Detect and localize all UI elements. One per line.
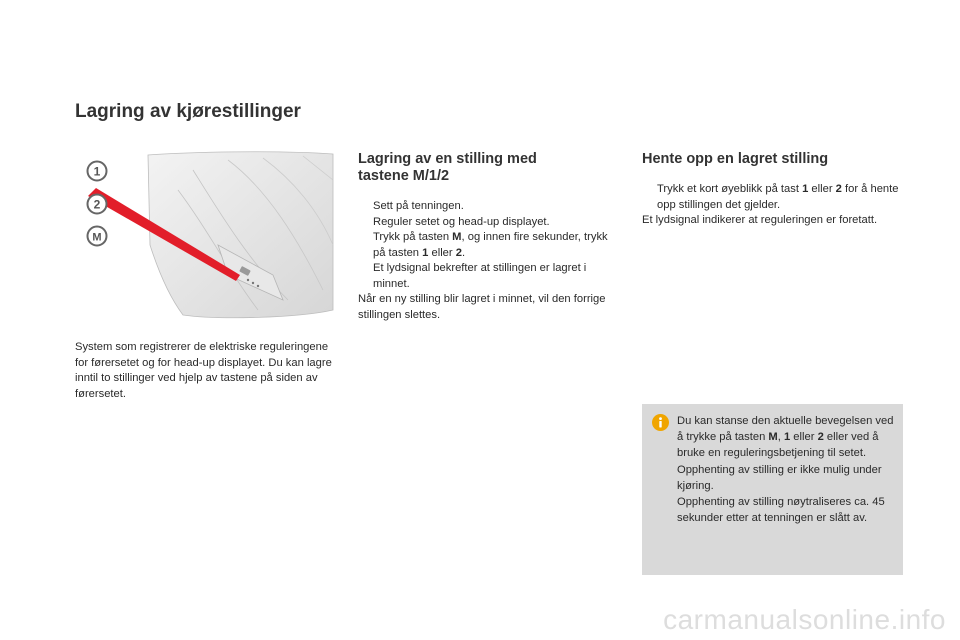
svg-text:M: M [92,231,102,244]
info-icon [652,414,669,431]
note-line-2: Opphenting av stilling er ikke mulig under kjøring. [677,463,882,492]
intro-text: System som registrerer de elektriske reguleringene for førersetet og for head-up displayet. Du kan lagre inntil to stillinger ved hjelp av tastene på siden av førersetet. [75,341,332,400]
section-store-position [358,151,620,323]
section-store-heading-line1: Lagring av en stilling med [358,151,537,167]
memory-button-1 [88,162,107,181]
store-step-1: Sett på tenningen. [373,200,464,212]
note-line-3: Opphenting av stilling nøytraliseres ca. 45 sekunder etter at tenningen er slått av. [677,496,885,525]
store-after-text: Når en ny stilling blir lagret i minnet, vil den forrige stillingen slettes. [358,293,606,321]
svg-text:1: 1 [93,164,101,179]
recall-step-1: Trykk et kort øyeblikk på tast 1 eller 2 for å hente opp stillingen det gjelder. [657,183,899,211]
store-step-2: Reguler setet og head-up displayet. [373,215,550,228]
section-store-heading [358,151,620,185]
section-recall-position [642,151,907,229]
info-note-text: Du kan stanse den aktuelle bevegelsen ved å trykke på tasten M, 1 eller 2 eller ved å bruke en reguleringsbetjening til setet. Opphenting av stilling er ikke mulig under kjøring. Opphenting av stilling nøytraliseres ca. 45 sekunder etter at tenningen er slått av. [677,415,894,525]
seat-drawing [148,152,333,318]
watermark: carmanualsonline.info [663,604,946,635]
store-step-3: Trykk på tasten M, og innen fire sekunder, trykk på tasten 1 eller 2. Et lydsignal bekrefter at stillingen er lagret i minnet. [373,231,608,290]
svg-text:2: 2 [93,197,101,212]
memory-button-m [88,227,107,246]
section-store-heading-line2: tastene M/1/2 [358,168,450,184]
recall-after-text: Et lydsignal indikerer at reguleringen er foretatt. [642,214,878,226]
seat-memory-illustration [78,150,336,320]
info-note-box [642,404,903,575]
memory-button-2 [88,195,107,214]
page-title: Lagring av kjørestillinger [75,101,301,122]
section-recall-heading: Hente opp en lagret stilling [642,151,829,167]
